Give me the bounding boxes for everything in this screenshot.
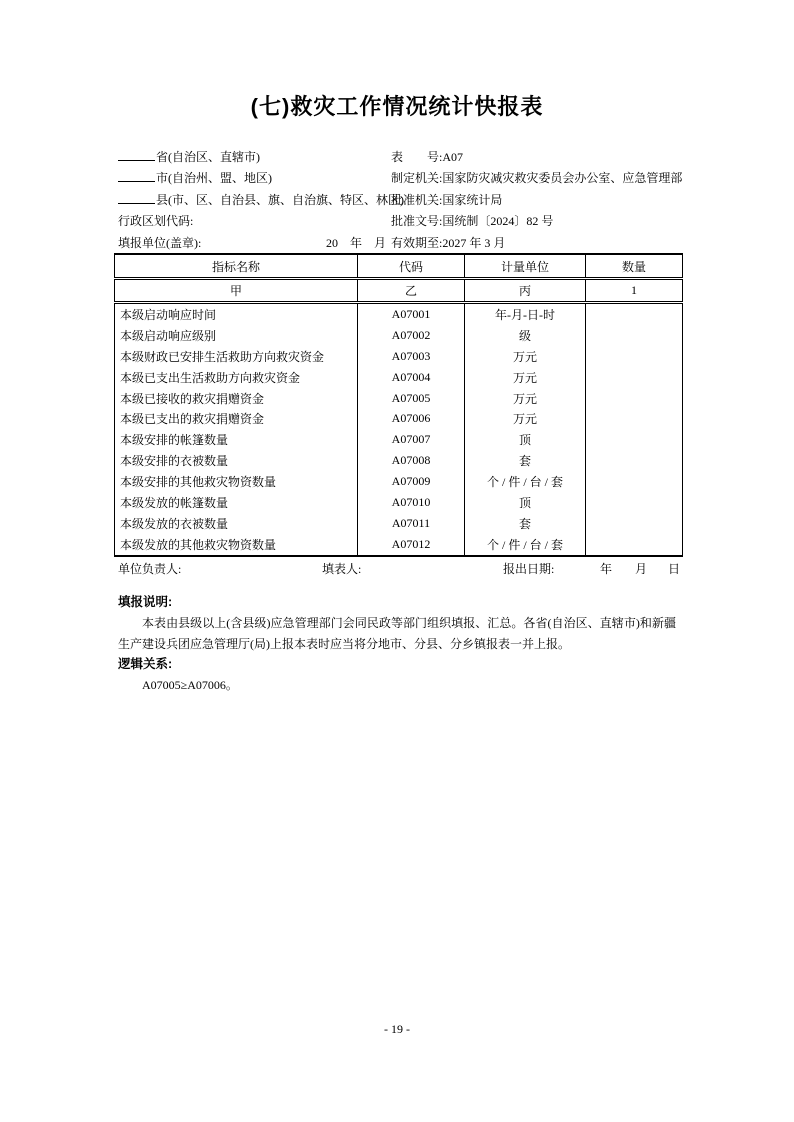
- indicator-name-cell: 本级财政已安排生活救助方向救灾资金: [115, 346, 358, 367]
- indicator-name-cell: 本级安排的衣被数量: [115, 450, 358, 471]
- blank-underline: [118, 169, 155, 182]
- code-cell: A07008: [358, 450, 465, 471]
- logic-heading: 逻辑关系:: [118, 657, 173, 672]
- indicator-name-cell: 本级发放的帐篷数量: [115, 492, 358, 513]
- approval-document-line: 批准文号:国统制〔2024〕82 号: [391, 214, 554, 229]
- unit-cell: 万元: [465, 388, 586, 409]
- quantity-cell: [586, 471, 683, 492]
- date-day-label: 日: [668, 562, 681, 576]
- table-row: [115, 367, 683, 388]
- logic-paragraph: A07005≥A07006。: [142, 678, 238, 693]
- code-cell: A07002: [358, 325, 465, 346]
- table-header-row: [115, 254, 683, 279]
- unit-cell: 万元: [465, 367, 586, 388]
- indicator-name-cell: 本级启动响应级别: [115, 325, 358, 346]
- subheader-bing: 丙: [465, 279, 586, 303]
- code-cell: A07009: [358, 471, 465, 492]
- valid-until-line: 有效期至:2027 年 3 月: [391, 235, 506, 250]
- report-date-label: 报出日期:: [503, 562, 555, 576]
- table-row: [115, 471, 683, 492]
- issuing-authority-line: 制定机关:国家防灾减灾救灾委员会办公室、应急管理部: [391, 171, 683, 186]
- unit-cell: 个 / 件 / 台 / 套: [465, 471, 586, 492]
- code-cell: A07003: [358, 346, 465, 367]
- subheader-yi: 乙: [358, 279, 465, 303]
- quantity-cell: [586, 492, 683, 513]
- blank-underline: [118, 148, 155, 161]
- unit-cell: 万元: [465, 346, 586, 367]
- table-row: [115, 388, 683, 409]
- code-cell: A07011: [358, 513, 465, 534]
- quantity-cell: [586, 450, 683, 471]
- code-cell: A07007: [358, 429, 465, 450]
- notes-section: [118, 592, 676, 696]
- region-line-county: [118, 190, 404, 211]
- code-cell: A07006: [358, 408, 465, 429]
- date-year-label: 年: [600, 562, 613, 576]
- region-line-city: [118, 168, 390, 189]
- header-right-block: [391, 147, 683, 254]
- unit-cell: 顶: [465, 429, 586, 450]
- quantity-cell: [586, 429, 683, 450]
- unit-cell: 级: [465, 325, 586, 346]
- indicator-name-cell: 本级发放的衣被数量: [115, 513, 358, 534]
- region-line-province: [118, 147, 390, 168]
- city-label: 市(自治州、盟、地区): [156, 171, 272, 186]
- code-cell: A07012: [358, 534, 465, 556]
- approval-authority-line: 批准机关:国家统计局: [391, 192, 503, 207]
- unit-cell: 顶: [465, 492, 586, 513]
- indicators-table: [114, 253, 683, 557]
- col-header-unit: 计量单位: [465, 254, 586, 279]
- table-row: [115, 303, 683, 325]
- notes-paragraph: 本表由县级以上(含县级)应急管理部门会同民政等部门组织填报、汇总。各省(自治区、直辖市)和新疆生产建设兵团应急管理厅(局)上报本表时应当将分地市、分县、分乡镇报表一并上报。: [118, 615, 676, 651]
- subheader-jia: 甲: [115, 279, 358, 303]
- indicator-name-cell: 本级已支出的救灾捐赠资金: [115, 408, 358, 429]
- date-month-label: 月: [635, 562, 648, 576]
- col-header-code: 代码: [358, 254, 465, 279]
- code-cell: A07004: [358, 367, 465, 388]
- col-header-quantity: 数量: [586, 254, 683, 279]
- province-label: 省(自治区、直辖市): [156, 150, 260, 164]
- unit-head-label: 单位负责人:: [118, 562, 182, 576]
- signature-row: [114, 560, 682, 578]
- reporting-unit-line: [118, 233, 390, 254]
- table-row: [115, 408, 683, 429]
- notes-heading: 填报说明:: [118, 595, 173, 609]
- table-subheader-row: [115, 279, 683, 303]
- unit-cell: 万元: [465, 408, 586, 429]
- admin-division-code-label: 行政区划代码:: [118, 214, 194, 229]
- table-row: [115, 534, 683, 556]
- quantity-cell: [586, 346, 683, 367]
- table-row: [115, 450, 683, 471]
- code-cell: A07010: [358, 492, 465, 513]
- report-period-label: 20 年 月: [325, 235, 386, 250]
- unit-cell: 年-月-日-时: [465, 303, 586, 325]
- quantity-cell: [586, 325, 683, 346]
- admin-division-code-line: [118, 211, 390, 232]
- subheader-one: 1: [586, 279, 683, 303]
- indicator-name-cell: 本级已接收的救灾捐赠资金: [115, 388, 358, 409]
- header-left-block: [118, 147, 404, 254]
- indicator-name-cell: 本级启动响应时间: [115, 303, 358, 325]
- indicator-name-cell: 本级发放的其他救灾物资数量: [115, 534, 358, 556]
- table-row: [115, 325, 683, 346]
- code-cell: A07001: [358, 303, 465, 325]
- col-header-indicator: 指标名称: [115, 254, 358, 279]
- table-row: [115, 513, 683, 534]
- blank-underline: [118, 191, 155, 204]
- unit-cell: 个 / 件 / 台 / 套: [465, 534, 586, 556]
- quantity-cell: [586, 513, 683, 534]
- county-label: 县(市、区、自治县、旗、自治旗、特区、林区): [156, 192, 404, 207]
- quantity-cell: [586, 367, 683, 388]
- quantity-cell: [586, 388, 683, 409]
- form-number-line: 表 号:A07: [391, 150, 464, 164]
- table-row: [115, 429, 683, 450]
- quantity-cell: [586, 534, 683, 556]
- indicator-name-cell: 本级安排的其他救灾物资数量: [115, 471, 358, 492]
- unit-cell: 套: [465, 450, 586, 471]
- page-number: - 19 -: [384, 1022, 410, 1036]
- indicator-name-cell: 本级安排的帐篷数量: [115, 429, 358, 450]
- quantity-cell: [586, 408, 683, 429]
- code-cell: A07005: [358, 388, 465, 409]
- preparer-label: 填表人:: [322, 562, 362, 576]
- reporting-unit-label: 填报单位(盖章):: [118, 235, 202, 250]
- indicator-name-cell: 本级已支出生活救助方向救灾资金: [115, 367, 358, 388]
- quantity-cell: [586, 303, 683, 325]
- unit-cell: 套: [465, 513, 586, 534]
- table-row: [115, 346, 683, 367]
- form-title: (七)救灾工作情况统计快报表: [250, 94, 544, 119]
- table-row: [115, 492, 683, 513]
